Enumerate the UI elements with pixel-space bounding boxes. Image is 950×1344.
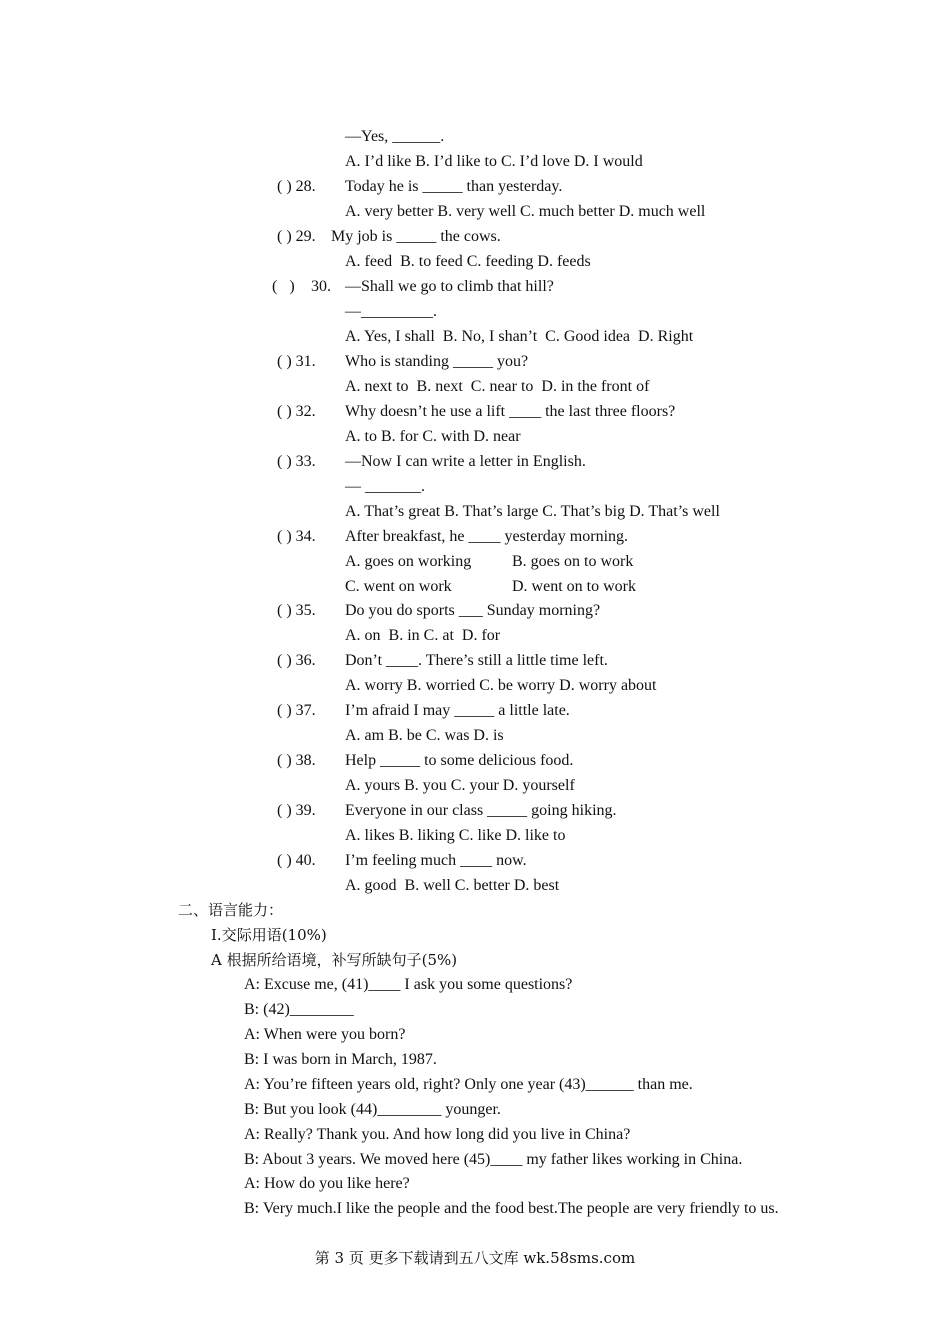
q38-number: ( ) 38. (277, 752, 316, 769)
q36-number: ( ) 36. (277, 652, 316, 669)
q33-answer-line: — _______. (345, 478, 425, 495)
dialogue-line: B: (42)________ (244, 1001, 354, 1018)
q28-number: ( ) 28. (277, 178, 316, 195)
q37-text: I’m afraid I may _____ a little late. (345, 702, 570, 719)
q32-options: A. to B. for C. with D. near (345, 428, 521, 445)
q35-text: Do you do sports ___ Sunday morning? (345, 602, 601, 619)
dialogue-line: B: I was born in March, 1987. (244, 1051, 437, 1068)
q33-options: A. That’s great B. That’s large C. That’s big D. That’s well (345, 503, 720, 520)
q29-text: My job is _____ the cows. (331, 228, 501, 245)
q31-options: A. next to B. next C. near to D. in the front of (345, 378, 650, 395)
q31-text: Who is standing _____ you? (345, 353, 529, 370)
q34-option-d: D. went on to work (512, 578, 636, 595)
q28-text: Today he is _____ than yesterday. (345, 178, 563, 195)
q39-text: Everyone in our class _____ going hiking. (345, 802, 617, 819)
q27-options: A. I’d like B. I’d like to C. I’d love D. I would (345, 153, 643, 170)
q37-number: ( ) 37. (277, 702, 316, 719)
q36-text: Don’t ____. There’s still a little time left. (345, 652, 608, 669)
q34-text: After breakfast, he ____ yesterday morning. (345, 528, 629, 545)
dialogue-line: A: When were you born? (244, 1026, 406, 1043)
q33-text: —Now I can write a letter in English. (345, 453, 586, 470)
q36-options: A. worry B. worried C. be worry D. worry about (345, 677, 657, 694)
q30-paren: ( ) (272, 278, 295, 295)
q40-text: I’m feeling much ____ now. (345, 852, 527, 869)
part-a-title: A 根据所给语境，补写所缺句子(5%) (211, 951, 458, 969)
q30-number: 30. (311, 278, 331, 295)
q29-number: ( ) 29. (277, 228, 316, 245)
dialogue-line: A: Really? Thank you. And how long did you live in China? (244, 1126, 631, 1143)
dialogue-line: B: But you look (44)________ younger. (244, 1101, 501, 1118)
dialogue-line: B: About 3 years. We moved here (45)____ my father likes working in China. (244, 1151, 743, 1168)
q33-number: ( ) 33. (277, 453, 316, 470)
q35-number: ( ) 35. (277, 602, 316, 619)
q28-options: A. very better B. very well C. much better D. much well (345, 203, 706, 220)
q31-number: ( ) 31. (277, 353, 316, 370)
q39-number: ( ) 39. (277, 802, 316, 819)
part1-title: I.交际用语(10%) (211, 926, 327, 944)
q34-option-c: C. went on work (345, 578, 452, 595)
q27-answer-line: —Yes, ______. (345, 128, 445, 145)
page-footer: 第 3 页 更多下载请到五八文库 wk.58sms.com (314, 1249, 636, 1267)
q32-number: ( ) 32. (277, 403, 316, 420)
q29-options: A. feed B. to feed C. feeding D. feeds (345, 253, 591, 270)
dialogue-line: A: You’re fifteen years old, right? Only one year (43)______ than me. (244, 1076, 693, 1093)
dialogue-line: A: How do you like here? (244, 1175, 410, 1192)
q39-options: A. likes B. liking C. like D. like to (345, 827, 566, 844)
q37-options: A. am B. be C. was D. is (345, 727, 504, 744)
q38-text: Help _____ to some delicious food. (345, 752, 574, 769)
dialogue-line: B: Very much.I like the people and the food best.The people are very friendly to us. (244, 1200, 779, 1217)
q34-option-b: B. goes on to work (512, 553, 634, 570)
q30-text: —Shall we go to climb that hill? (345, 278, 554, 295)
q34-number: ( ) 34. (277, 528, 316, 545)
q34-option-a: A. goes on working (345, 553, 472, 570)
q30-options: A. Yes, I shall B. No, I shan’t C. Good idea D. Right (345, 328, 694, 345)
q30-answer-line: —_________. (345, 303, 437, 320)
q38-options: A. yours B. you C. your D. yourself (345, 777, 575, 794)
q32-text: Why doesn’t he use a lift ____ the last three floors? (345, 403, 676, 420)
section-heading: 二、语言能力： (178, 901, 284, 919)
dialogue-line: A: Excuse me, (41)____ I ask you some questions? (244, 976, 573, 993)
q35-options: A. on B. in C. at D. for (345, 627, 501, 644)
q40-options: A. good B. well C. better D. best (345, 877, 560, 894)
q40-number: ( ) 40. (277, 852, 316, 869)
